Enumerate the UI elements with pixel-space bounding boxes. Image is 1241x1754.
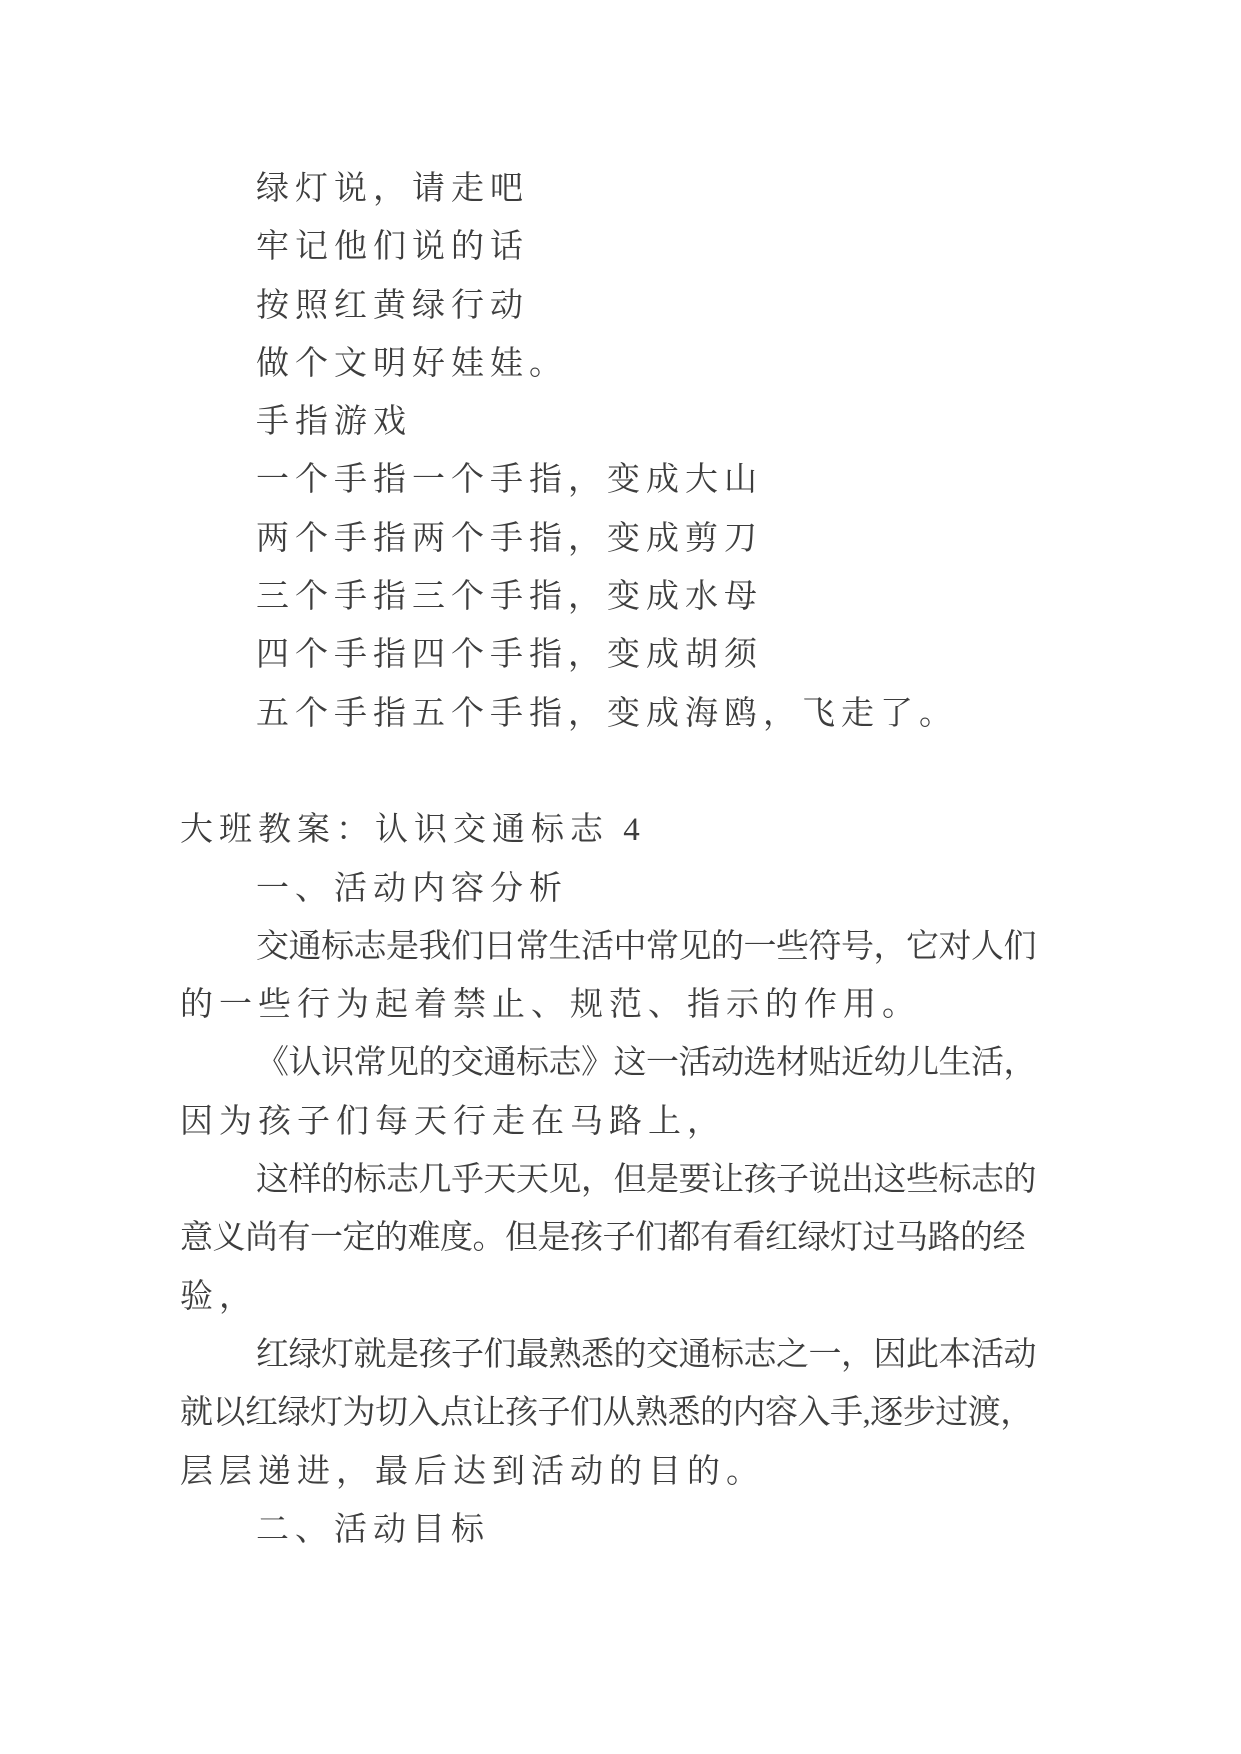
text-line: 层层递进，最后达到活动的目的。	[180, 1453, 765, 1490]
text-line: 《认识常见的交通标志》这一活动选材贴近幼儿生活，	[256, 1045, 1036, 1082]
text-line: 意义尚有一定的难度。但是孩子们都有看红绿灯过马路的经	[180, 1220, 1025, 1257]
text-line: 的一些行为起着禁止、规范、指示的作用。	[180, 987, 921, 1024]
text-line: 绿灯说，请走吧	[256, 171, 529, 207]
text-line: 这样的标志几乎天天见，但是要让孩子说出这些标志的	[256, 1162, 1036, 1199]
text-line: 就以红绿灯为切入点让孩子们从熟悉的内容入手,逐步过渡，	[180, 1395, 1033, 1432]
text-line: 五个手指五个手指，变成海鸥，飞走了。	[256, 695, 958, 732]
text-line: 两个手指两个手指，变成剪刀	[256, 520, 763, 557]
text-line: 交通标志是我们日常生活中常见的一些符号，它对人们	[256, 928, 1036, 965]
text-line: 做个文明好娃娃。	[256, 345, 568, 382]
text-line: 因为孩子们每天行走在马路上，	[180, 1103, 726, 1140]
text-line: 牢记他们说的话	[256, 229, 529, 266]
text-line: 大班教案：认识交通标志 4	[180, 812, 646, 849]
text-line: 按照红黄绿行动	[256, 287, 529, 324]
text-line: 手指游戏	[256, 404, 412, 441]
text-line: 四个手指四个手指，变成胡须	[256, 637, 763, 674]
document-text-block	[180, 160, 1070, 1559]
text-line: 红绿灯就是孩子们最熟悉的交通标志之一，因此本活动	[256, 1336, 1036, 1373]
text-line: 一个手指一个手指，变成大山	[256, 462, 763, 499]
blank-line	[180, 743, 1070, 801]
text-line: 二、活动目标	[256, 1511, 490, 1548]
text-line: 验，	[180, 1278, 258, 1315]
text-line: 一、活动内容分析	[256, 870, 568, 907]
text-line: 三个手指三个手指，变成水母	[256, 579, 763, 616]
